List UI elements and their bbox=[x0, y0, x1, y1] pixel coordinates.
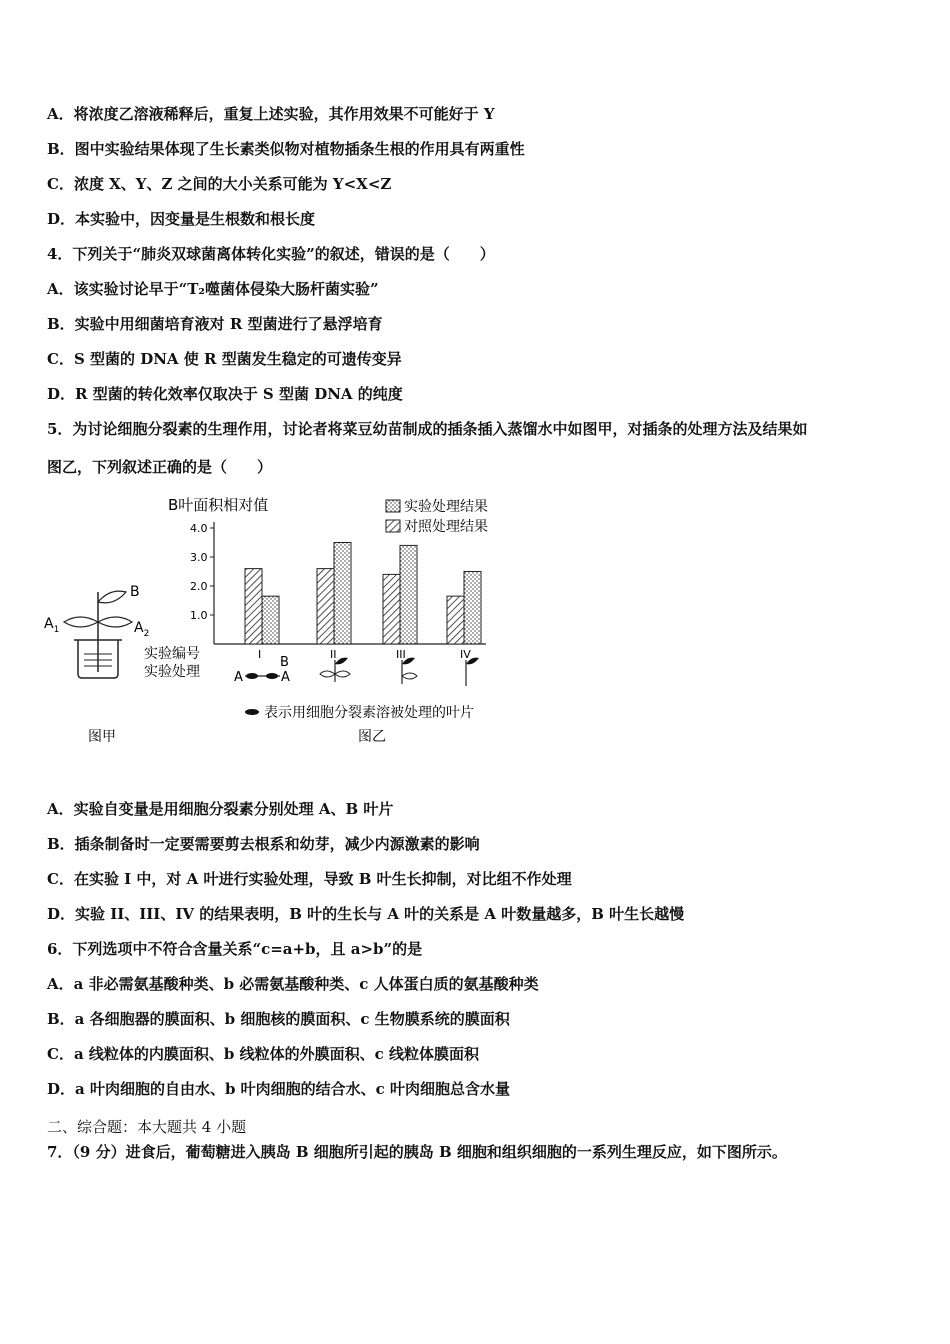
bar-control-I bbox=[245, 569, 262, 644]
label-a2: $A_2$ bbox=[134, 620, 150, 639]
section-heading: 二、综合题：本大题共 4 小题 bbox=[47, 1118, 247, 1136]
row-label-number: 实验编号 bbox=[144, 646, 200, 662]
treatment-icon-i bbox=[234, 655, 290, 685]
line-q5d: D．实验 II、III、IV 的结果表明，B 叶的生长与 A 叶的关系是 A 叶数量越多，B 叶生长越慢 bbox=[47, 905, 685, 923]
bar-experiment-II bbox=[334, 543, 351, 645]
bar-control-II bbox=[317, 569, 334, 644]
x-category-label: I bbox=[258, 648, 262, 661]
note-text: 表示用细胞分裂素溶被处理的叶片 bbox=[264, 705, 474, 721]
line-q3c: C．浓度 X、Y、Z 之间的大小关系可能为 Y<X<Z bbox=[47, 175, 392, 193]
line-q6b: B．a 各细胞器的膜面积、b 细胞核的膜面积、c 生物膜系统的膜面积 bbox=[47, 1010, 510, 1028]
x-category-label: II bbox=[330, 648, 337, 661]
line-q4d: D．R 型菌的转化效率仅取决于 S 型菌 DNA 的纯度 bbox=[47, 385, 403, 403]
line-q6a: A．a 非必需氨基酸种类、b 必需氨基酸种类、c 人体蛋白质的氨基酸种类 bbox=[47, 975, 539, 993]
line-q6c: C．a 线粒体的内膜面积、b 线粒体的外膜面积、c 线粒体膜面积 bbox=[47, 1045, 479, 1063]
x-category-label: IV bbox=[460, 648, 471, 661]
line-q5b: B．插条制备时一定要需要剪去根系和幼芽，减少内源激素的影响 bbox=[47, 835, 480, 853]
note-leaf-icon bbox=[245, 709, 259, 715]
caption-yi: 图乙 bbox=[358, 729, 386, 745]
y-tick-label: 3.0 bbox=[190, 551, 208, 564]
legend-swatch-hatched bbox=[386, 520, 400, 532]
line-q5l2: 图乙，下列叙述正确的是（ ） bbox=[47, 458, 273, 476]
line-q5c: C．在实验 I 中，对 A 叶进行实验处理，导致 B 叶生长抑制，对比组不作处理 bbox=[47, 870, 572, 888]
y-axis-label: B叶面积相对值 bbox=[168, 496, 269, 514]
treatment-icon-iv bbox=[466, 658, 479, 686]
figure-area bbox=[40, 492, 560, 761]
treatment-icon-ii bbox=[320, 658, 350, 682]
question-7: 7．（9 分）进食后，葡萄糖进入胰岛 B 细胞所引起的胰岛 B 细胞和组织细胞的一系列生理反应，如下图所示。 bbox=[47, 1143, 787, 1161]
line-q5l1: 5．为讨论细胞分裂素的生理作用，讨论者将菜豆幼苗制成的插条插入蒸馏水中如图甲，对插条的处理方法及结果如 bbox=[47, 420, 808, 438]
bar-control-IV bbox=[447, 596, 464, 644]
line-q3b: B．图中实验结果体现了生长素类似物对植物插条生根的作用具有两重性 bbox=[47, 140, 525, 158]
line-q4a: A．该实验讨论早于“T₂噬菌体侵染大肠杆菌实验” bbox=[47, 280, 379, 298]
beaker-diagram bbox=[44, 584, 149, 745]
x-category-label: III bbox=[396, 648, 406, 661]
legend-entry-experiment: 实验处理结果 bbox=[404, 499, 488, 515]
line-q4c: C．S 型菌的 DNA 使 R 型菌发生稳定的可遗传变异 bbox=[47, 350, 402, 368]
leaf-a2-icon bbox=[98, 617, 132, 627]
line-q6d: D．a 叶肉细胞的自由水、b 叶肉细胞的结合水、c 叶肉细胞总含水量 bbox=[47, 1080, 511, 1098]
bar-chart bbox=[144, 496, 488, 745]
caption-jia: 图甲 bbox=[88, 729, 116, 745]
y-tick-label: 4.0 bbox=[190, 522, 208, 535]
svg-text:A: A bbox=[234, 670, 243, 685]
svg-text:A: A bbox=[281, 670, 290, 685]
line-q4: 4．下列关于“肺炎双球菌离体转化实验”的叙述，错误的是（ ） bbox=[47, 245, 495, 263]
bar-experiment-I bbox=[262, 596, 279, 644]
svg-text:B: B bbox=[280, 655, 289, 670]
y-tick-label: 2.0 bbox=[190, 580, 208, 593]
treatment-icon-iii bbox=[402, 658, 417, 684]
leaf-b-icon bbox=[98, 591, 126, 603]
line-q4b: B．实验中用细菌培育液对 R 型菌进行了悬浮培育 bbox=[47, 315, 383, 333]
line-q3d: D．本实验中，因变量是生根数和根长度 bbox=[47, 210, 316, 228]
label-a1: $A_1$ bbox=[44, 616, 60, 635]
y-tick-label: 1.0 bbox=[190, 609, 208, 622]
bar-control-III bbox=[383, 574, 400, 644]
line-q6: 6．下列选项中不符合含量关系“c=a+b，且 a>b”的是 bbox=[47, 940, 423, 958]
line-q3a: A．将浓度乙溶液稀释后，重复上述实验，其作用效果不可能好于 Y bbox=[47, 105, 495, 123]
bar-experiment-III bbox=[400, 545, 417, 644]
bar-experiment-IV bbox=[464, 572, 481, 645]
line-q5a: A．实验自变量是用细胞分裂素分别处理 A、B 叶片 bbox=[47, 800, 394, 818]
leaf-a1-icon bbox=[64, 617, 98, 627]
label-b: B bbox=[130, 584, 140, 600]
legend-swatch-dotted bbox=[386, 500, 400, 512]
legend-entry-control: 对照处理结果 bbox=[404, 519, 488, 535]
row-label-treatment: 实验处理 bbox=[144, 664, 200, 680]
experiment-figure bbox=[40, 492, 560, 757]
